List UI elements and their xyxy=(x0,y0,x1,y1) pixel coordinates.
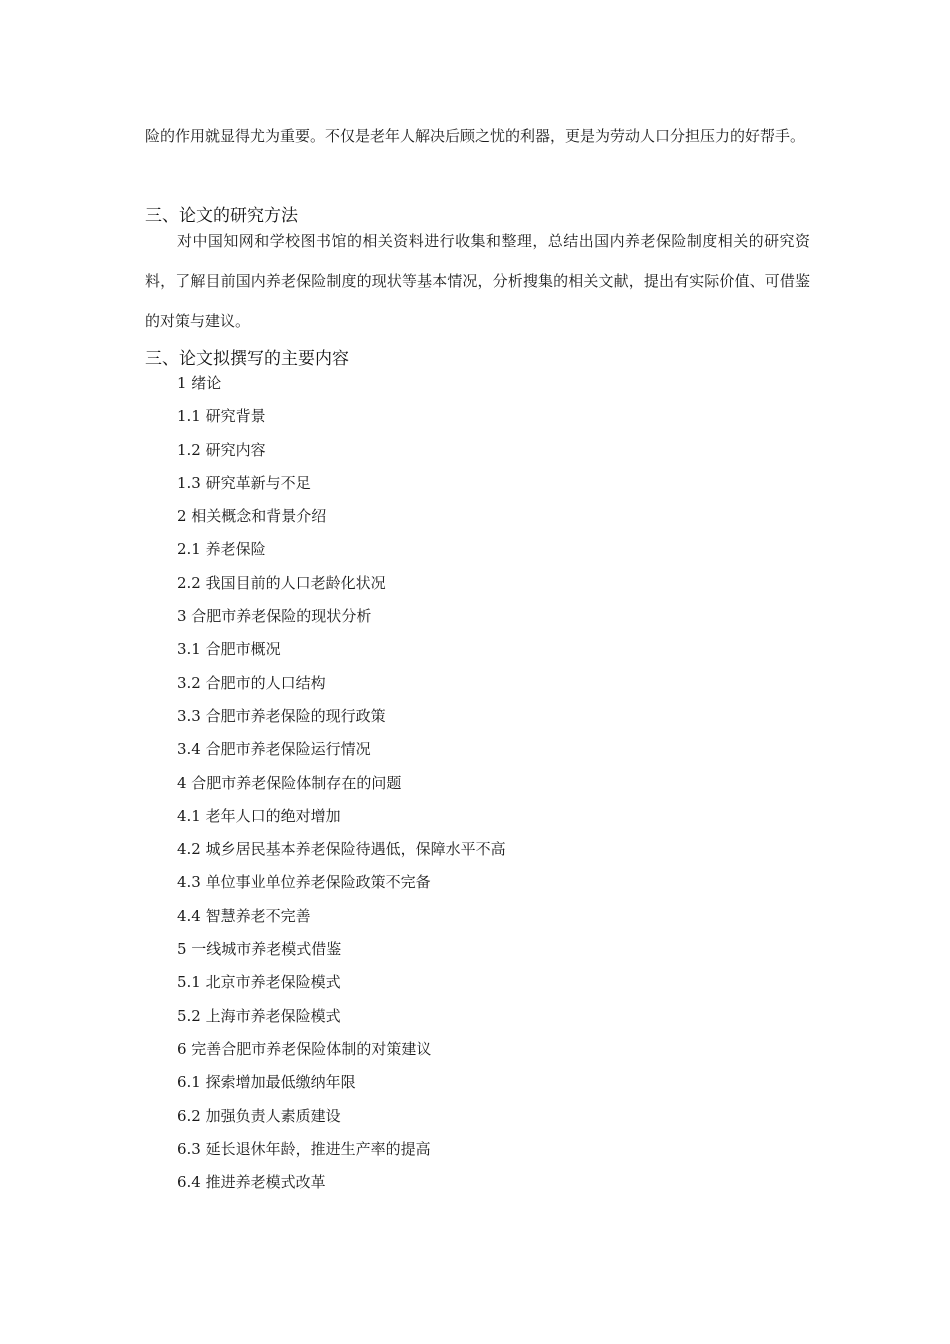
outline-item: 1.1 研究背景 xyxy=(177,407,266,426)
outline-item: 6.1 探索增加最低缴纳年限 xyxy=(177,1073,356,1092)
outline-item: 4.1 老年人口的绝对增加 xyxy=(177,806,341,825)
outline-list xyxy=(177,367,506,1199)
outline-item: 2.1 养老保险 xyxy=(177,540,266,559)
outline-item: 5.1 北京市养老保险模式 xyxy=(177,973,341,992)
outline-item: 3 合肥市养老保险的现状分析 xyxy=(177,607,372,626)
outline-item: 1 绪论 xyxy=(177,374,222,392)
outline-item: 4.2 城乡居民基本养老保险待遇低，保障水平不高 xyxy=(177,840,506,859)
outline-item: 6.4 推进养老模式改革 xyxy=(177,1173,326,1192)
outline-item: 6.3 延长退休年龄，推进生产率的提高 xyxy=(177,1139,431,1158)
outline-item: 6.2 加强负责人素质建设 xyxy=(177,1106,341,1125)
outline-item: 3.4 合肥市养老保险运行情况 xyxy=(177,740,371,759)
outline-item: 2 相关概念和背景介绍 xyxy=(177,507,327,526)
outline-item: 2.2 我国目前的人口老龄化状况 xyxy=(177,573,386,592)
outline-item: 4.4 智慧养老不完善 xyxy=(177,906,311,925)
intro-paragraph: 险的作用就显得尤为重要。不仅是老年人解决后顾之忧的利器，更是为劳动人口分担压力的好帮手。 xyxy=(145,127,806,145)
outline-item: 3.2 合肥市的人口结构 xyxy=(177,673,326,692)
outline-item: 3.3 合肥市养老保险的现行政策 xyxy=(177,706,386,725)
outline-item: 5 一线城市养老模式借鉴 xyxy=(177,940,342,959)
outline-item: 4 合肥市养老保险体制存在的问题 xyxy=(177,773,402,792)
research-method-paragraph: 对中国知网和学校图书馆的相关资料进行收集和整理，总结出国内养老保险制度相关的研究资料，了解目前国内养老保险制度的现状等基本情况，分析搜集的相关文献，提出有实际价值、可借鉴的对策与建议。 xyxy=(145,232,810,330)
outline-item: 5.2 上海市养老保险模式 xyxy=(177,1006,341,1025)
main-content-heading: 三、论文拟撰写的主要内容 xyxy=(145,349,349,369)
outline-item: 3.1 合肥市概况 xyxy=(177,640,281,659)
outline-item: 1.2 研究内容 xyxy=(177,440,266,459)
research-method-heading: 三、论文的研究方法 xyxy=(145,206,298,226)
outline-item: 1.3 研究革新与不足 xyxy=(177,473,311,492)
outline-item: 6 完善合肥市养老保险体制的对策建议 xyxy=(177,1039,432,1058)
outline-item: 4.3 单位事业单位养老保险政策不完备 xyxy=(177,873,431,892)
